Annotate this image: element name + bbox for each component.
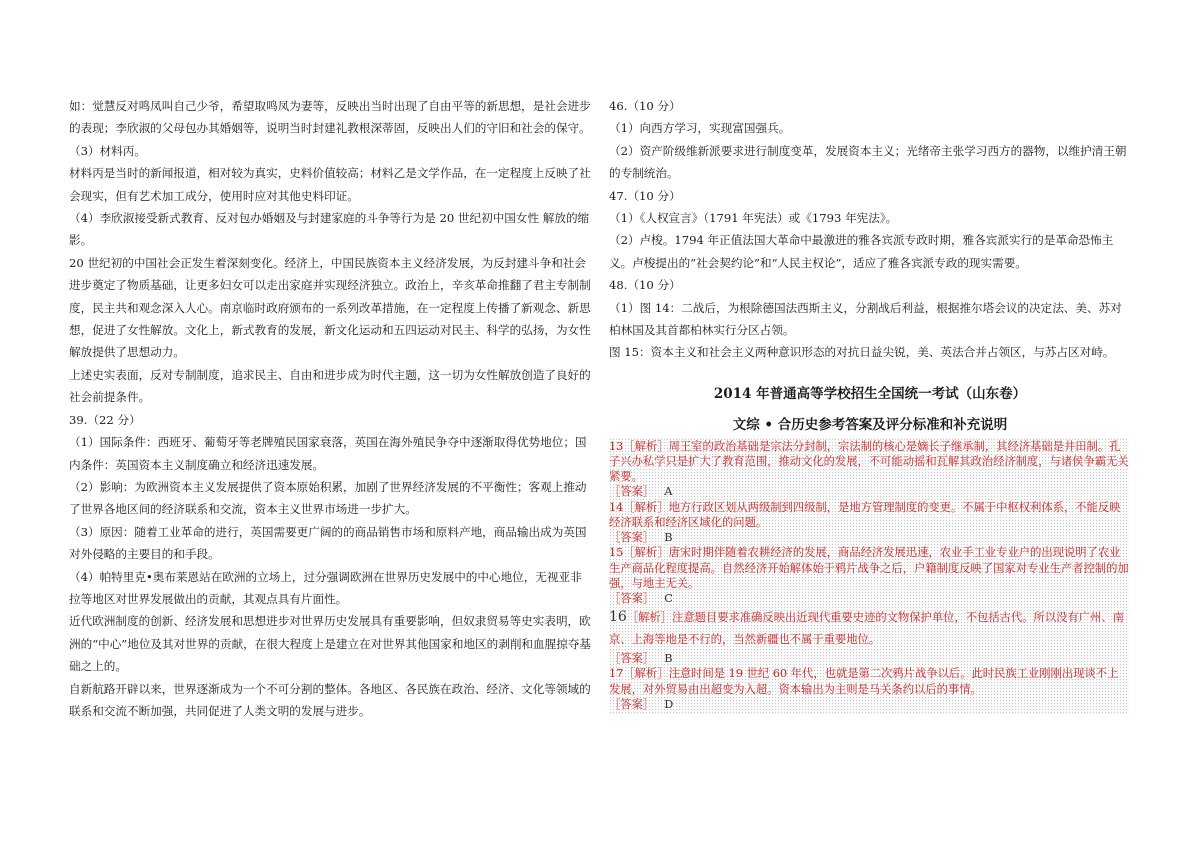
answer-value: D	[664, 697, 674, 711]
answer-tag: ［答案］	[609, 485, 655, 499]
left-column	[69, 95, 591, 722]
answer-number: 16	[609, 609, 627, 626]
analysis-text: ［解析］周王室的政治基础是宗法分封制，宗法制的核心是嫡长子继承制，其经济基础是井田制。孔子兴办私学只是扩大了教育范围，推动文化的发展，不可能动摇和瓦解其政治经济制度，与诸侯争霸无关紧要。	[609, 439, 1129, 484]
exam-subtitle: 文综 • 合历史参考答案及评分标准和补充说明	[732, 416, 1008, 433]
paragraph: 自新航路开辟以来，世界逐渐成为一个不可分割的整体。各地区、各民族在政治、经济、文化等领域的联系和交流不断加强，共同促进了人类文明的发展与进步。	[69, 681, 591, 718]
answer-key-box	[609, 438, 1129, 714]
paragraph: 近代欧洲制度的创新、经济发展和思想进步对世界历史发展具有重要影响，但奴隶贸易等史实表明，欧洲的“中心”地位及其对世界的贡献，在很大程度上是建立在对世界其他国家和地区的剥削和血腥掠夺基础之上的。	[69, 614, 591, 674]
answer-analysis	[609, 666, 1129, 696]
answer-analysis	[609, 500, 1129, 530]
paragraph: （4）李欣淑接受新式教育、反对包办婚姻及与封建家庭的斗争等行为是 20 世纪初中国女性 解放的缩影。	[69, 211, 590, 248]
analysis-text: ［解析］唐宋时期伴随着农耕经济的发展，商品经济发展迅速，农业手工业专业户的出现说明了农业生产商品化程度提高。自然经济开始解体始于鸦片战争之后，户籍制度反映了国家对专业生产者控制的加强，与地主无关。	[609, 546, 1129, 590]
paragraph: （1）国际条件：西班牙、葡萄牙等老牌殖民国家衰落，英国在海外殖民争夺中逐渐取得优势地位；国内条件：英国资本主义制度确立和经济迅速发展。	[69, 435, 587, 472]
paragraph: （3）原因：随着工业革命的进行，英国需要更广阔的的商品销售市场和原料产地，商品输出成为英国对外侵略的主要目的和手段。	[69, 524, 587, 562]
answer-line	[609, 484, 1129, 499]
answer-value: B	[664, 652, 673, 666]
paragraph: （2）资产阶级维新派要求进行制度变革，发展资本主义；光绪帝主张学习西方的器物，以维护清王朝的专制统治。	[609, 143, 1127, 181]
answer-line	[609, 591, 1129, 606]
right-column	[609, 95, 1131, 714]
answer-tag: ［答案］	[609, 652, 655, 666]
paragraph: （3）材料丙。	[69, 143, 146, 158]
paragraph: 上述史实表面，反对专制制度，追求民主、自由和进步成为时代主题，这一切为女性解放创造了良好的社会前提条件。	[69, 367, 591, 405]
answer-value: C	[664, 591, 673, 605]
paragraph: （1）图 14：二战后，为根除德国法西斯主义，分割战后利益，根据推尔塔会议的决定法、美、苏对柏林国及其首都柏林实行分区占领。	[609, 300, 1122, 338]
analysis-text: ［解析］注意题目要求准确反映出近现代重要史迹的文物保护单位，不包括古代。所以没有广州、南京、上海等地是不行的，当然新疆也不属于重要地位。	[609, 611, 1124, 647]
answer-number: 15	[609, 546, 624, 560]
paragraph: （2）卢梭。1794 年正值法国大革命中最激进的雅各宾派专政时期，雅各宾派实行的是革命恐怖主义。卢梭提出的“社会契约论”和“人民主权论”，适应了雅各宾派专政的现实需要。	[609, 233, 1114, 270]
paragraph: 材料丙是当时的新闻报道，相对较为真实，史料价值较高；材料乙是文学作品，在一定程度上反映了社会现实，但有艺术加工成分，使用时应对其他史料印证。	[69, 166, 591, 203]
exam-title: 2014 年普通高等学校招生全国统一考试（山东卷）	[713, 385, 1027, 402]
paragraph: （1）向西方学习，实现富国强兵。	[609, 121, 791, 136]
paragraph: （1）《人权宣言》（1791 年宪法）或《1793 年宪法》。	[609, 211, 898, 226]
analysis-text: ［解析］注意时间是 19 世纪 60 年代，也就是第二次鸦片战争以后。此时民族工业刚刚出现谈不上发展，对外贸易由出超变为入超。资本输出为主则是马关条约以后的事情。	[609, 667, 1119, 696]
analysis-text: ［解析］地方行政区划从两级制到四级制，是地方管理制度的变更。不属于中枢权利体系，不能反映经济联系和经济区域化的问题。	[609, 500, 1121, 529]
answer-tag: ［答案］	[609, 697, 655, 711]
answer-analysis	[609, 606, 1129, 651]
question-number: 48.（10 分）	[609, 278, 681, 293]
answer-tag: ［答案］	[609, 531, 655, 545]
answer-line	[609, 530, 1129, 545]
paragraph: 如：觉慧反对鸣凤叫自己少爷，希望取鸣凤为妻等，反映出当时出现了自由平等的新思想，是社会进步的表现；李欣淑的父母包办其婚姻等，说明当时封建礼教根深蒂固，反映出人们的守旧和社会的保守。	[69, 99, 591, 136]
answer-value: A	[664, 485, 673, 499]
answer-analysis	[609, 545, 1129, 591]
answer-line	[609, 651, 1129, 666]
answer-number: 17	[609, 667, 624, 681]
paragraph: （4）帕特里克•奥布莱恩站在欧洲的立场上，过分强调欧洲在世界历史发展中的中心地位，无视亚非拉等地区对世界发展做出的贡献，其观点具有片面性。	[69, 569, 582, 606]
paragraph: 图 15：资本主义和社会主义两种意识形态的对抗日益尖锐，美、英法合并占领区，与苏占区对峙。	[609, 345, 1115, 360]
paragraph: （2）影响：为欧洲资本主义发展提供了资本原始积累，加剧了世界经济发展的不平衡性；客观上推动了世界各地区间的经济联系和交流，资本主义世界市场进一步扩大。	[69, 479, 587, 517]
answer-line	[609, 697, 1129, 712]
question-number: 39.（22 分）	[69, 412, 141, 427]
answer-value: B	[664, 531, 673, 545]
question-number: 46.（10 分）	[609, 99, 681, 113]
answer-number: 13	[609, 439, 624, 453]
answer-number: 14	[609, 500, 624, 514]
answer-tag: ［答案］	[609, 591, 655, 605]
question-number: 47.（10 分）	[609, 188, 681, 203]
paragraph: 20 世纪初的中国社会正发生着深刻变化。经济上，中国民族资本主义经济发展，为反封建斗争和社会进步奠定了物质基础，让更多妇女可以走出家庭并实现经济独立。政治上，辛亥革命推翻了君主专制制度，民主共和观念深入人心。南京临时政府颁布的一系列改革措施，在一定程度上传播了新观念、新思想，促进了女性解放。文化上，新式教育的发展，新文化运动和五四运动对民主、科学的弘扬，为女性解放提供了思想动力。	[69, 255, 591, 360]
answer-analysis	[609, 439, 1129, 485]
